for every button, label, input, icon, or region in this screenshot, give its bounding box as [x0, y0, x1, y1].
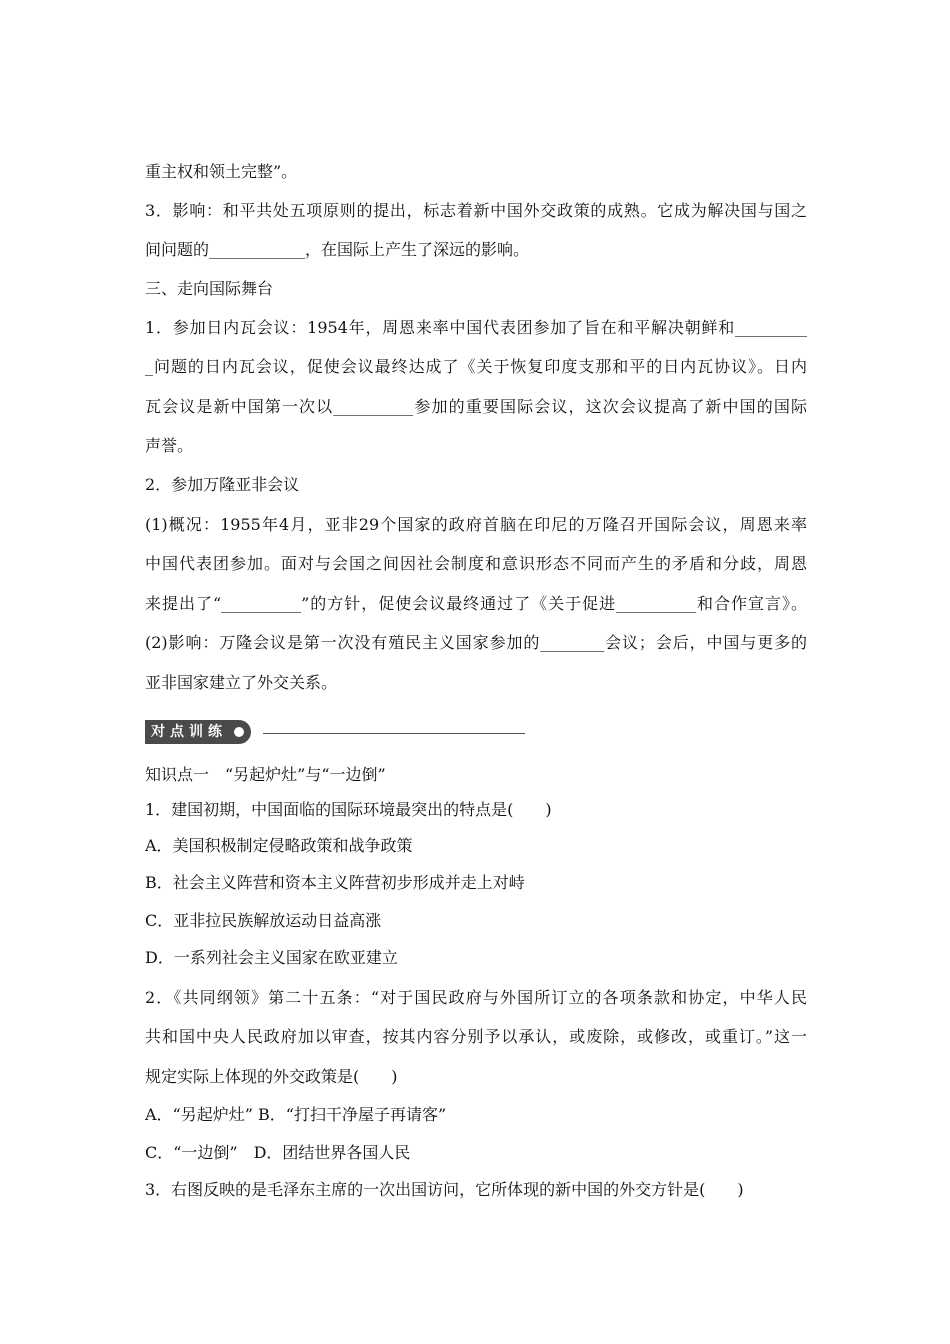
question-1-option-d: D．一系列社会主义国家在欧亚建立 [145, 948, 398, 967]
question-2-stem-line3: 规定实际上体现的外交政策是( ) [145, 1067, 398, 1086]
section2-tail-line: 重主权和领土完整”。 [145, 162, 298, 181]
bandung-impact-line1: (2)影响：万隆会议是第一次没有殖民主义国家参加的________会议；会后，中国与更多的 [145, 633, 807, 652]
section-divider-rule [263, 733, 525, 734]
question-1-option-a: A．美国积极制定侵略政策和战争政策 [145, 836, 413, 855]
question-2-stem-line1: 2．《共同纲领》第二十五条：“对于国民政府与外国所订立的各项条款和协定，中华人民 [145, 988, 807, 1007]
practice-label-tab [145, 720, 251, 744]
question-2-stem-line2: 共和国中央人民政府加以审查，按其内容分别予以承认，或废除，或修改，或重订。”这一 [145, 1027, 807, 1046]
question-2-options-row1: A．“另起炉灶” B．“打扫干净屋子再请客” [145, 1105, 447, 1124]
question-1-option-b: B．社会主义阵营和资本主义阵营初步形成并走上对峙 [145, 873, 525, 892]
question-1-option-c: C．亚非拉民族解放运动日益高涨 [145, 911, 382, 930]
knowledge-point-heading: 知识点一 “另起炉灶”与“一边倒” [145, 765, 386, 784]
geneva-line3: 瓦会议是新中国第一次以__________参加的重要国际会议，这次会议提高了新中国的国际 [145, 397, 807, 416]
geneva-line2: _问题的日内瓦会议，促使会议最终达成了《关于恢复印度支那和平的日内瓦协议》。日内 [145, 357, 807, 376]
geneva-line1: 1．参加日内瓦会议：1954年，周恩来率中国代表团参加了旨在和平解决朝鲜和_________ [145, 318, 807, 337]
document-page [145, 0, 807, 1344]
question-1-stem: 1．建国初期，中国面临的国际环境最突出的特点是( ) [145, 800, 552, 819]
practice-label-text: 对点训练 [151, 724, 227, 740]
section3-heading: 三、走向国际舞台 [145, 279, 274, 298]
item3-influence-line2: 间问题的____________，在国际上产生了深远的影响。 [145, 240, 530, 259]
bandung-overview-line1: (1)概况：1955年4月，亚非29个国家的政府首脑在印尼的万隆召开国际会议，周恩来率 [145, 515, 807, 534]
bandung-title: 2．参加万隆亚非会议 [145, 475, 300, 494]
bandung-overview-line3: 来提出了“__________”的方针，促使会议最终通过了《关于促进__________和合作宣言》。 [145, 594, 807, 613]
bandung-overview-line2: 中国代表团参加。面对与会国之间因社会制度和意识形态不同而产生的矛盾和分歧，周恩 [145, 554, 807, 573]
question-2-options-row2: C．“一边倒” D．团结世界各国人民 [145, 1143, 411, 1162]
geneva-line4: 声誉。 [145, 436, 194, 455]
question-3-stem: 3．右图反映的是毛泽东主席的一次出国访问，它所体现的新中国的外交方针是( ) [145, 1180, 744, 1199]
item3-influence-line1: 3．影响：和平共处五项原则的提出，标志着新中国外交政策的成熟。它成为解决国与国之 [145, 201, 807, 220]
bullet-dot-icon [234, 727, 244, 737]
bandung-impact-line2: 亚非国家建立了外交关系。 [145, 673, 338, 692]
practice-section-header [145, 720, 525, 744]
